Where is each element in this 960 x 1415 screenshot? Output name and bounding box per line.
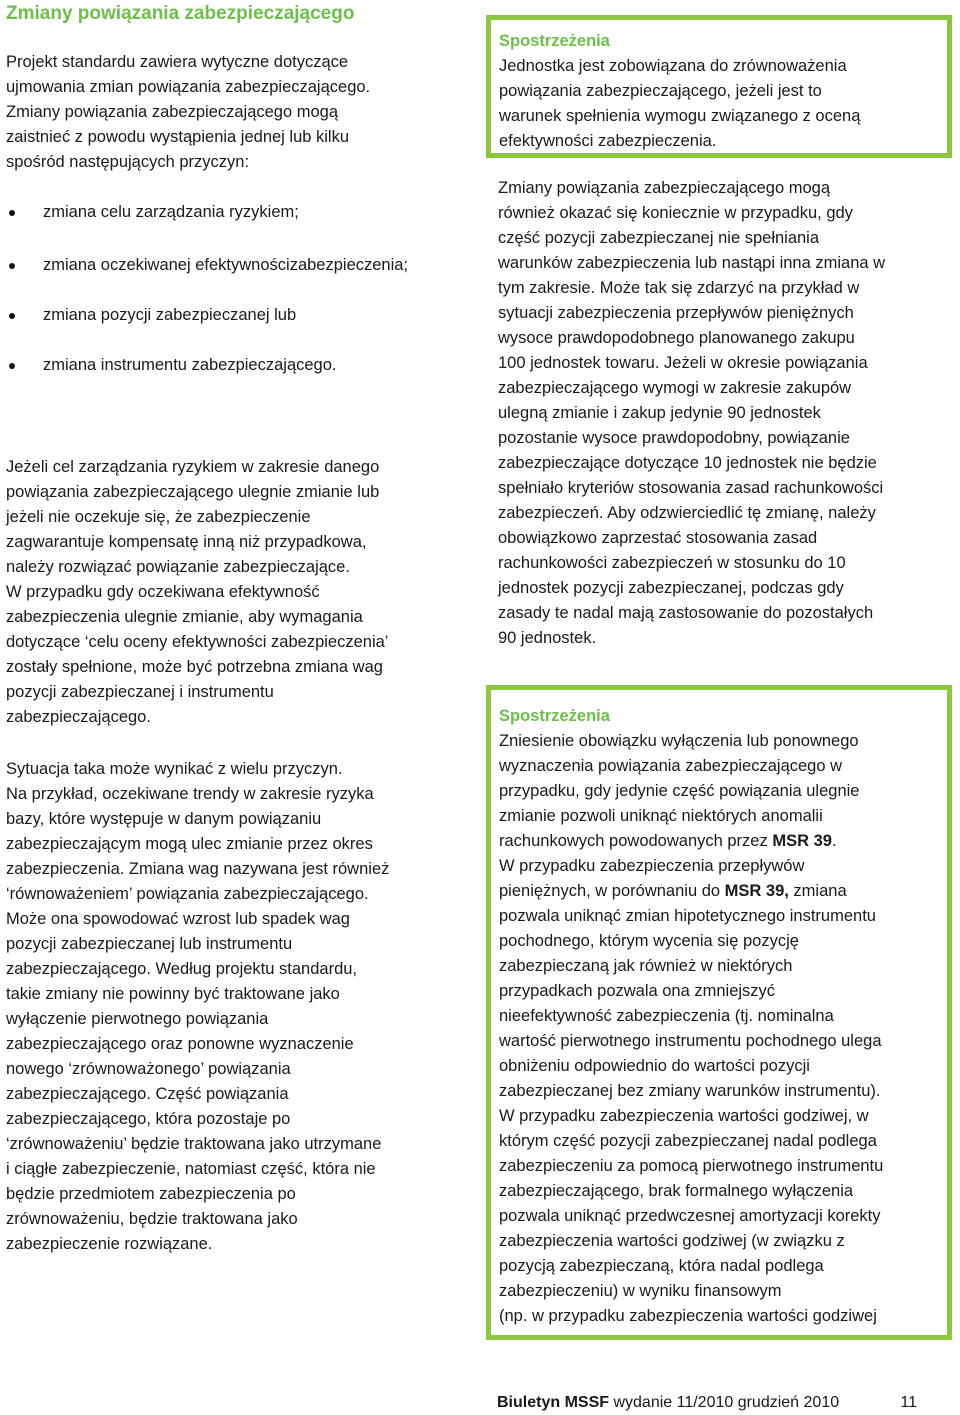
text-line: ‘równoważeniem’ powiązania zabezpieczającego. <box>6 885 369 903</box>
text-line: Jednostka jest zobowiązana do zrównoważenia <box>499 57 847 75</box>
text-line: Zmiany powiązania zabezpieczającego mogą <box>6 103 339 121</box>
text-line: bazy, które występuje w danym powiązaniu <box>6 810 322 828</box>
text-line: nowego ‘zrównoważonego’ powiązania <box>6 1060 291 1078</box>
text-line: zabezpieczającego wymogi w zakresie zakupów <box>498 379 852 397</box>
text-line: przypadku, gdy jedynie część powiązania ulegnie <box>499 782 860 800</box>
text-line: zagwarantuje kompensatę inną niż przypadkowa, <box>6 533 367 551</box>
text-line: zabezpieczeniu) w wyniku finansowym <box>499 1282 782 1300</box>
insights-box-1-title: Spostrzeżenia <box>499 32 610 50</box>
text-line: pozycji zabezpieczanej i instrumentu <box>6 683 274 701</box>
insights-box-1-text <box>499 54 947 154</box>
text-line: powiązania zabezpieczającego, jeżeli jest to <box>499 82 822 100</box>
text-line: pozycją zabezpieczaną, która nadal podlega <box>499 1257 824 1275</box>
bullet-text-line: zabezpieczenia; <box>289 256 409 274</box>
footer-publication-name: Biuletyn MSSF <box>497 1394 610 1411</box>
text-line: Zmiany powiązania zabezpieczającego mogą <box>498 179 831 197</box>
text-line: zabezpieczenie rozwiązane. <box>6 1235 213 1253</box>
text-line: obniżeniu odpowiednio do wartości pozycji <box>499 1057 810 1075</box>
text-line: zmianie pozwoli uniknąć niektórych anomalii <box>499 807 823 825</box>
text-line: zabezpieczającego, brak formalnego wyłączenia <box>499 1182 854 1200</box>
text-line: zabezpieczającego. Część powiązania <box>6 1085 289 1103</box>
intro-paragraph <box>6 50 370 175</box>
text-line: Projekt standardu zawiera wytyczne dotyczące <box>6 53 349 71</box>
insights-box-2 <box>486 685 952 1340</box>
text-line: ujmowania zmian powiązania zabezpieczającego. <box>6 78 371 96</box>
text-line: zabezpieczaną jak również w niektórych <box>499 957 793 975</box>
paragraph-partial-change <box>498 176 885 651</box>
text-line: jednostek pozycji zabezpieczanej, podczas gdy <box>498 579 844 597</box>
paragraph-goal-change <box>6 455 388 730</box>
text-line: zrównoważeniu, będzie traktowana jako <box>6 1210 298 1228</box>
text-line: zabezpieczającego, która pozostaje po <box>6 1110 291 1128</box>
text-line: takie zmiany nie powinny być traktowane jako <box>6 985 340 1003</box>
text-line: zasady te nadal mają zastosowanie do pozostałych <box>498 604 874 622</box>
text-line: Sytuacja taka może wynikać z wielu przyczyn. <box>6 760 343 778</box>
text-line: zabezpieczenia ulegnie zmianie, aby wymagania <box>6 608 363 626</box>
text-line: zabezpieczeń. Aby odzwierciedlić tę zmianę, należy <box>498 504 876 522</box>
bullet-item <box>6 200 408 225</box>
text-line: powiązania zabezpieczającego ulegnie zmianie lub <box>6 483 380 501</box>
text-line: będzie przedmiotem zabezpieczenia po <box>6 1185 296 1203</box>
bullet-item <box>6 353 408 378</box>
text-line: pozwala uniknąć zmian hipotetycznego instrumentu <box>499 907 876 925</box>
page-footer <box>497 1394 917 1412</box>
text-line: pieniężnych, w porównaniu do MSR 39, zmiana <box>499 882 847 900</box>
bullet-item <box>6 253 408 278</box>
bullet-text-line: zmiana celu zarządzania ryzykiem; <box>43 203 299 221</box>
text-line: Jeżeli cel zarządzania ryzykiem w zakresie danego <box>6 458 380 476</box>
text-line: dotyczące ‘celu oceny efektywności zabezpieczenia’ <box>6 633 389 651</box>
section-heading: Zmiany powiązania zabezpieczającego <box>6 3 355 24</box>
bullet-text-line: zmiana instrumentu zabezpieczającego. <box>43 356 337 374</box>
text-line: wysoce prawdopodobnego planowanego zakupu <box>498 329 855 347</box>
text-line: spośród następujących przyczyn: <box>6 153 250 171</box>
text-line: zabezpieczeniu za pomocą pierwotnego instrumentu <box>499 1157 884 1175</box>
reasons-bullet-list <box>6 200 408 378</box>
text-line: 100 jednostek towaru. Jeżeli w okresie powiązania <box>498 354 868 372</box>
text-line: zabezpieczającym mogą ulec zmianie przez okres <box>6 835 373 853</box>
text-line: należy rozwiązać powiązanie zabezpieczające. <box>6 558 350 576</box>
text-line: zabezpieczenia. Zmiana wag nazywana jest również <box>6 860 390 878</box>
text-line: W przypadku zabezpieczenia wartości godziwej, w <box>499 1107 869 1125</box>
text-line: ‘zrównoważeniu’ będzie traktowana jako utrzymane <box>6 1135 382 1153</box>
text-line: i ciągłe zabezpieczenie, natomiast część, która nie <box>6 1160 376 1178</box>
text-line: również okazać się koniecznie w przypadku, gdy <box>498 204 853 222</box>
text-line: W przypadku gdy oczekiwana efektywność <box>6 583 320 601</box>
text-line: pozwala uniknąć przedwczesnej amortyzacji korekty <box>499 1207 881 1225</box>
text-line: zabezpieczającego. <box>6 708 151 726</box>
text-line: zabezpieczającego. Według projektu standardu, <box>6 960 358 978</box>
paragraph-rebalancing <box>6 757 389 1257</box>
text-line: zostały spełnione, może być potrzebna zmiana wag <box>6 658 383 676</box>
text-line: wyłączenie pierwotnego powiązania <box>6 1010 269 1028</box>
text-line: warunków zabezpieczenia lub nastąpi inna zmiana w <box>498 254 886 272</box>
text-line: Zniesienie obowiązku wyłączenia lub ponownego <box>499 732 859 750</box>
text-line: Może ona spowodować wzrost lub spadek wag <box>6 910 350 928</box>
text-line: warunek spełnienia wymogu związanego z oceną <box>499 107 861 125</box>
footer-edition: wydanie 11/2010 grudzień 2010 <box>609 1394 840 1411</box>
text-line: W przypadku zabezpieczenia przepływów <box>499 857 805 875</box>
text-line: wyznaczenia powiązania zabezpieczającego w <box>499 757 843 775</box>
text-line: 90 jednostek. <box>498 629 597 647</box>
text-line: tym zakresie. Może tak się zdarzyć na przykład w <box>498 279 860 297</box>
text-line: przypadkach pozwala ona zmniejszyć <box>499 982 776 1000</box>
text-line: ulegną zmianie i zakup jedynie 90 jednostek <box>498 404 821 422</box>
text-line: wartość pierwotnego instrumentu pochodnego ulega <box>499 1032 882 1050</box>
bullet-text-line: zmiana oczekiwanej efektywności <box>43 256 290 274</box>
text-line: efektywności zabezpieczenia. <box>499 132 717 150</box>
text-line: Na przykład, oczekiwane trendy w zakresie ryzyka <box>6 785 374 803</box>
text-line: spełniało kryteriów stosowania zasad rachunkowości <box>498 479 884 497</box>
text-line: (np. w przypadku zabezpieczenia wartości godziwej <box>499 1307 877 1325</box>
bullet-item <box>6 303 408 328</box>
text-line: rachunkowości zabezpieczeń w stosunku do 10 <box>498 554 846 572</box>
insights-box-2-text <box>499 729 947 1329</box>
text-line: rachunkowych powodowanych przez MSR 39. <box>499 832 837 850</box>
bullet-text-line: zmiana pozycji zabezpieczanej lub <box>43 306 297 324</box>
text-line: jeżeli nie oczekuje się, że zabezpieczenie <box>6 508 311 526</box>
text-line: zabezpieczanej bez zmiany warunków instrumentu). <box>499 1082 881 1100</box>
text-line: pozostanie wysoce prawdopodobny, powiązanie <box>498 429 850 447</box>
text-line: zabezpieczenia wartości godziwej (w związku z <box>499 1232 845 1250</box>
text-line: zaistnieć z powodu wystąpienia jednej lub kilku <box>6 128 350 146</box>
text-line: część pozycji zabezpieczanej nie spełniania <box>498 229 820 247</box>
text-line: zabezpieczającego oraz ponowne wyznaczenie <box>6 1035 354 1053</box>
insights-box-2-title: Spostrzeżenia <box>499 707 610 725</box>
text-line: obowiązkowo zaprzestać stosowania zasad <box>498 529 818 547</box>
insights-box-1 <box>486 15 952 158</box>
text-line: pozycji zabezpieczanej lub instrumentu <box>6 935 293 953</box>
text-line: którym część pozycji zabezpieczanej nadal podlega <box>499 1132 877 1150</box>
text-line: pochodnego, którym wycenia się pozycję <box>499 932 799 950</box>
page-number: 11 <box>900 1394 917 1411</box>
text-line: sytuacji zabezpieczenia przepływów pieniężnych <box>498 304 854 322</box>
text-line: zabezpieczające dotyczące 10 jednostek nie będzie <box>498 454 877 472</box>
text-line: nieefektywność zabezpieczenia (tj. nominalna <box>499 1007 834 1025</box>
